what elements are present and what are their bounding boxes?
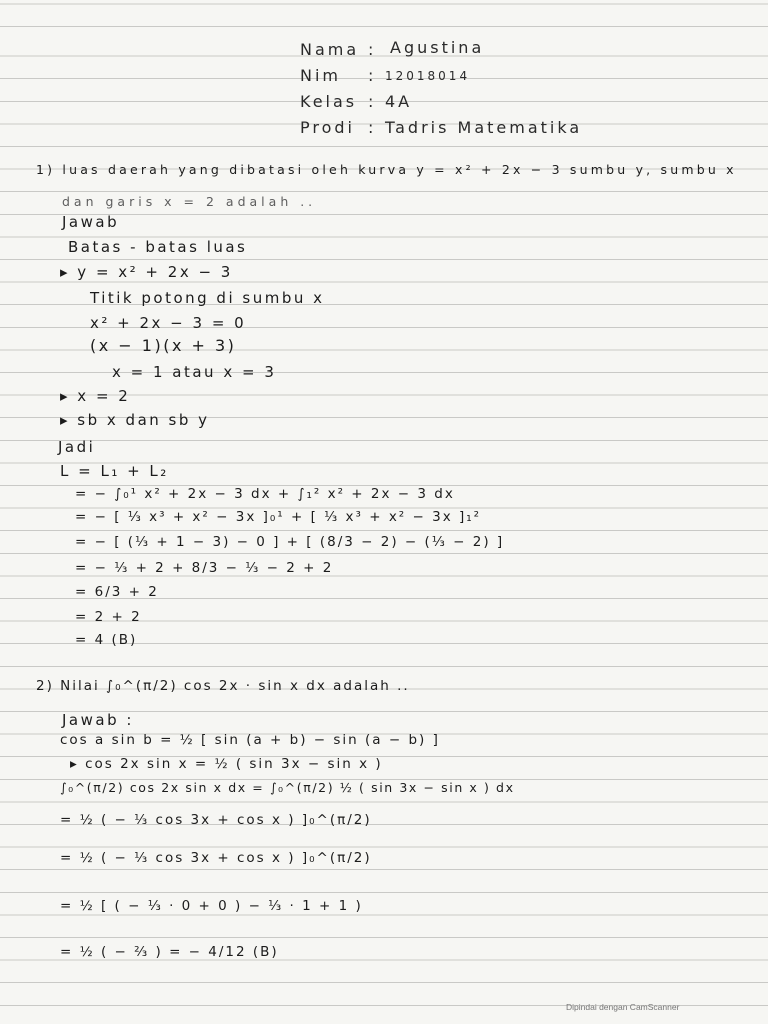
q1-factor: (x − 1)(x + 3) — [90, 336, 237, 355]
q2-apply-identity: ▸ cos 2x sin x = ½ ( sin 3x − sin x ) — [70, 756, 383, 772]
q1-roots: x = 1 atau x = 3 — [112, 363, 277, 381]
q2-answer: = ½ ( − ⅔ ) = − 4/12 (B) — [60, 944, 279, 960]
q1-step-fraction: = 6/3 + 2 — [75, 584, 159, 600]
header-colon: : — [368, 92, 377, 111]
q1-statement-line1: 1) luas daerah yang dibatasi oleh kurva y = x² + 2x − 3 sumbu y, sumbu x — [36, 162, 737, 177]
q1-curve: ▸ y = x² + 2x − 3 — [60, 263, 233, 281]
q2-identity: cos a sin b = ½ [ sin (a + b) − sin (a − b) ] — [60, 732, 440, 748]
header-label-prodi: Prodi — [300, 118, 355, 137]
q1-answer: = 4 (B) — [75, 632, 138, 648]
header-value-nama: Agustina — [390, 38, 485, 57]
q1-jawab: Jawab — [62, 213, 120, 231]
q1-axes: ▸ sb x dan sb y — [60, 411, 210, 429]
q1-step-sum: = 2 + 2 — [75, 609, 142, 625]
q1-step-substitute: = − [ (⅓ + 1 − 3) − 0 ] + [ (8/3 − 2) − (⅓ − 2) ] — [75, 534, 505, 550]
q1-statement-line2: dan garis x = 2 adalah .. — [62, 194, 317, 209]
q2-statement: 2) Nilai ∫₀^(π/2) cos 2x · sin x dx adalah .. — [36, 678, 410, 694]
header-value-nim: 12018014 — [385, 69, 471, 83]
header-value-prodi: Tadris Matematika — [385, 118, 583, 137]
scanner-footer: Dipindai dengan CamScanner — [566, 1002, 680, 1012]
q2-step-antiderivative-1: = ½ ( − ⅓ cos 3x + cos x ) ]₀^(π/2) — [60, 812, 372, 828]
q1-equation: x² + 2x − 3 = 0 — [90, 314, 247, 332]
header-label-kelas: Kelas — [300, 92, 358, 111]
q1-step-antiderivative: = − [ ⅓ x³ + x² − 3x ]₀¹ + [ ⅓ x³ + x² − 3x ]₁² — [75, 509, 482, 525]
q1-area-sum: L = L₁ + L₂ — [60, 462, 169, 480]
header-colon: : — [368, 66, 377, 85]
q1-step-integral: = − ∫₀¹ x² + 2x − 3 dx + ∫₁² x² + 2x − 3 dx — [75, 486, 455, 502]
q2-integral: ∫₀^(π/2) cos 2x sin x dx = ∫₀^(π/2) ½ ( sin 3x − sin x ) dx — [60, 780, 515, 795]
header-value-kelas: 4A — [385, 92, 413, 111]
header-colon: : — [368, 118, 377, 137]
header-label-nama: Nama — [300, 40, 360, 59]
header-colon: : — [368, 40, 377, 59]
q1-step-simplify: = − ⅓ + 2 + 8/3 − ⅓ − 2 + 2 — [75, 560, 334, 576]
q1-x2: ▸ x = 2 — [60, 387, 131, 405]
q1-jadi: Jadi — [58, 438, 96, 456]
q2-step-antiderivative-2: = ½ ( − ⅓ cos 3x + cos x ) ]₀^(π/2) — [60, 850, 372, 866]
q1-batas: Batas - batas luas — [68, 238, 248, 256]
q1-titik-potong: Titik potong di sumbu x — [90, 289, 325, 307]
q2-step-substitute: = ½ [ ( − ⅓ · 0 + 0 ) − ⅓ · 1 + 1 ) — [60, 898, 363, 914]
header-label-nim: Nim — [300, 66, 341, 85]
q2-jawab: Jawab : — [62, 711, 134, 729]
